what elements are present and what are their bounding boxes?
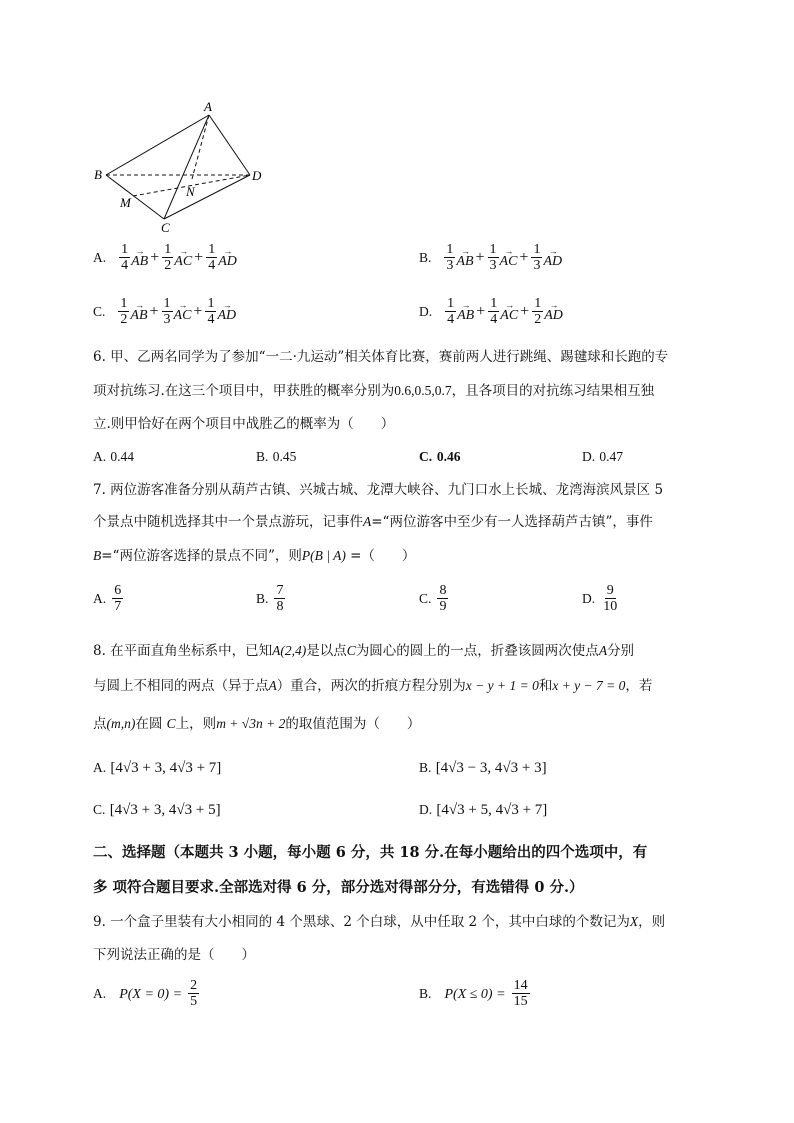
q6-line2-text: 项对抗练习.在这三个项目中，甲获胜的概率分别为 [93, 383, 395, 399]
vector-term: → AD [218, 246, 237, 269]
option-label: A. [93, 250, 107, 265]
section2-header-line1: 二、选择题（本题共 3 小题，每小题 6 分，共 18 分.在每小题给出的四个选项中，有 [93, 844, 648, 861]
coefficient-fraction: $\frac{1}{4}$ [447, 296, 455, 327]
label-d: D [252, 168, 262, 183]
q6-line2 [93, 381, 654, 401]
q7-option-a[interactable]: A. $\frac{6}{7}$ [93, 583, 122, 614]
coefficient-fraction: $\frac{1}{4}$ [207, 296, 215, 327]
plus-sign: + [194, 249, 204, 266]
vector-arrow-icon: → [460, 246, 469, 256]
label-a: A [204, 99, 212, 114]
vector-term: → AC [174, 246, 193, 269]
section2-header-line2: 多 项符合题目要求.全部选对得 6 分，部分选对得部分分，有选错得 0 分.） [93, 879, 584, 896]
edge-ab [106, 115, 209, 175]
vector-term: → AB [456, 246, 474, 269]
q9-line2: 下列说法正确的是（ ） [93, 947, 255, 963]
edge-cd [164, 175, 250, 219]
q6-option-c[interactable]: C. 0.46 [419, 449, 461, 464]
vector-term: → AD [543, 246, 563, 269]
q5-option-d[interactable] [419, 296, 563, 327]
coefficient-fraction: $\frac{1}{3}$ [163, 296, 171, 327]
q7-options [93, 583, 713, 623]
q7-line3: B=“两位游客选择的景点不同”，则P(B | A) =（ ） [93, 548, 416, 564]
q8-option-a[interactable]: A. [4√3 + 3, 4√3 + 7] [93, 760, 222, 776]
plus-sign: + [149, 303, 159, 320]
plus-sign: + [193, 303, 203, 320]
coefficient-fraction: $\frac{1}{4}$ [208, 242, 216, 273]
q7-line1: 7. 两位游客准备分别从葫芦古镇、兴城古城、龙潭大峡谷、九门口水上长城、龙湾海滨风景区 5 [93, 482, 664, 498]
coefficient-fraction: $\frac{1}{2}$ [534, 296, 542, 327]
label-n: N [186, 184, 195, 199]
plus-sign: + [475, 249, 485, 266]
option-label: D. [419, 304, 433, 319]
q5-option-a[interactable] [93, 242, 237, 273]
vector-term: → AB [457, 300, 475, 323]
vector-arrow-icon: → [461, 300, 470, 310]
q6-line3: 立.则甲恰好在两个项目中战胜乙的概率为（ ） [93, 416, 395, 432]
plus-sign: + [476, 303, 486, 320]
vector-arrow-icon: → [222, 300, 231, 310]
q6-line1: 6. 甲、乙两名同学为了参加“一二·九运动”相关体育比赛，赛前两人进行跳绳、踢毽球和长跑的专 [93, 349, 669, 365]
vector-arrow-icon: → [548, 246, 557, 256]
vector-term: → AC [499, 246, 518, 269]
vector-arrow-icon: → [134, 300, 143, 310]
q6-option-a[interactable]: A. 0.44 [93, 449, 135, 464]
plus-sign: + [520, 303, 530, 320]
plus-sign: + [150, 249, 160, 266]
vector-arrow-icon: → [504, 246, 513, 256]
plus-sign: + [519, 249, 529, 266]
option-label: C. [93, 304, 106, 319]
coefficient-fraction: $\frac{1}{3}$ [489, 242, 497, 273]
q6-probabilities: 0.6,0.5,0.7 [394, 383, 452, 398]
q9-option-a[interactable]: A. P(X = 0) = $\frac{2}{5}$ [93, 978, 198, 1009]
edge-ad [209, 115, 250, 175]
label-b: B [94, 167, 102, 182]
q8-line1: 8. 在平面直角坐标系中，已知A(2,4)是以点C为圆心的圆上的一点，折叠该圆两次使点A分别 [93, 643, 635, 659]
q8-line2: 与圆上不相同的两点（异于点A）重合，两次的折痕方程分别为x − y + 1 = 0和x + y − 7 = 0，若 [93, 678, 653, 694]
coefficient-fraction: $\frac{1}{4}$ [490, 296, 498, 327]
q7-option-b[interactable]: B. $\frac{7}{8}$ [256, 583, 284, 614]
q6-line2-tail: ，且各项目的对抗练习结果相互独 [451, 383, 655, 399]
q8-option-d[interactable]: D. [4√3 + 5, 4√3 + 7] [419, 802, 548, 818]
q8-option-c[interactable]: C. [4√3 + 3, 4√3 + 5] [93, 802, 221, 818]
label-c: C [161, 220, 170, 235]
tetrahedron-figure [88, 95, 278, 235]
q6-option-d[interactable]: D. 0.47 [582, 449, 624, 464]
vector-arrow-icon: → [223, 246, 232, 256]
q5-option-b[interactable] [419, 242, 562, 273]
vector-term: → AB [131, 246, 149, 269]
q5-option-c[interactable] [93, 296, 236, 327]
q8-line3: 点(m,n)在圆 C上，则m + √3n + 2的取值范围为（ ） [93, 716, 421, 732]
coefficient-fraction: $\frac{1}{2}$ [164, 242, 172, 273]
vector-arrow-icon: → [549, 300, 558, 310]
q8-option-b[interactable]: B. [4√3 − 3, 4√3 + 3] [419, 760, 547, 776]
label-m: M [120, 195, 131, 210]
vector-term: → AC [500, 300, 519, 323]
vector-term: → AC [173, 300, 192, 323]
q7-option-d[interactable]: D. $\frac{9}{10}$ [582, 583, 618, 614]
vector-arrow-icon: → [178, 300, 187, 310]
option-label: B. [419, 250, 432, 265]
vector-term: → AB [130, 300, 148, 323]
coefficient-fraction: $\frac{1}{3}$ [533, 242, 541, 273]
coefficient-fraction: $\frac{1}{2}$ [120, 296, 128, 327]
vector-arrow-icon: → [135, 246, 144, 256]
vector-arrow-icon: → [179, 246, 188, 256]
q9-option-b[interactable]: B. P(X ≤ 0) = $\frac{14}{15}$ [419, 978, 528, 1009]
edge-ac [164, 115, 209, 219]
vector-arrow-icon: → [505, 300, 514, 310]
q9-line1: 9. 一个盒子里装有大小相同的 4 个黑球、2 个白球，从中任取 2 个，其中白球的个数记为X，则 [93, 914, 666, 930]
coefficient-fraction: $\frac{1}{3}$ [446, 242, 454, 273]
segment-an [192, 115, 209, 179]
q7-option-c[interactable]: C. $\frac{8}{9}$ [419, 583, 447, 614]
q7-line2: 个景点中随机选择其中一个景点游玩，记事件A=“两位游客中至少有一人选择葫芦古镇”，事件 [93, 514, 653, 530]
vector-term: → AD [544, 300, 563, 323]
coefficient-fraction: $\frac{1}{4}$ [121, 242, 129, 273]
vector-term: → AD [217, 300, 237, 323]
q6-option-b[interactable]: B. 0.45 [256, 449, 297, 464]
edge-bc [106, 175, 164, 219]
